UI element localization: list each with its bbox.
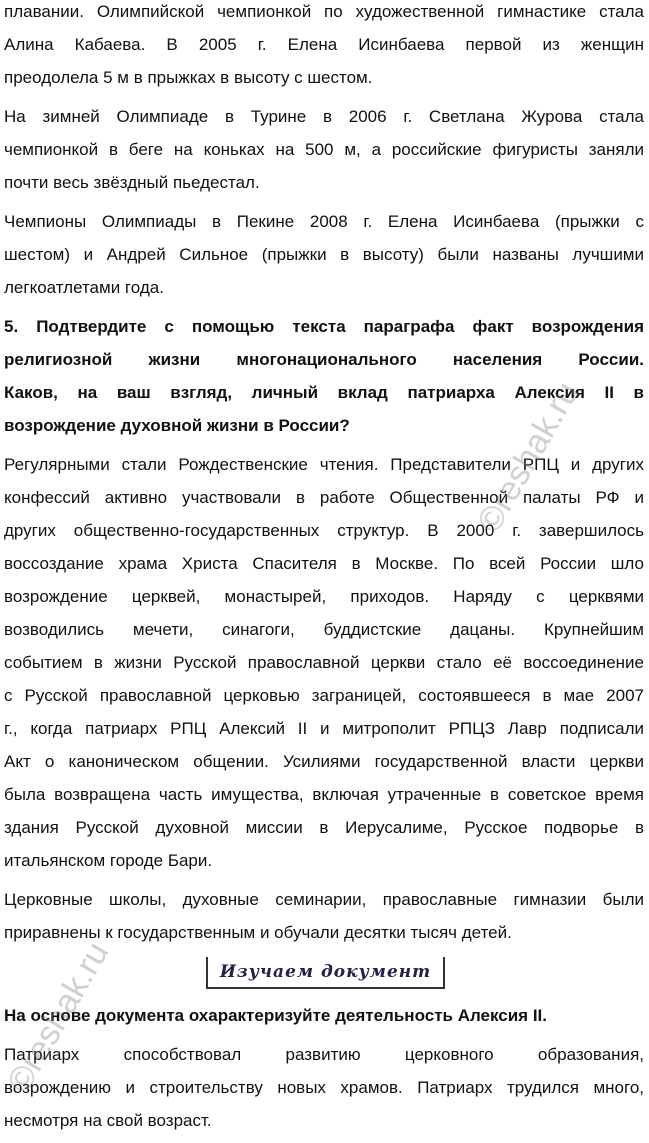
text-line: г., когда патриарх РПЦ Алексий II и митрополит РПЦЗ Лавр подписали	[4, 719, 644, 738]
paragraph	[4, 0, 644, 94]
text-line: с Русской православной церковью заграницей, состоявшееся в мае 2007	[4, 686, 644, 705]
text-line: Чемпионы Олимпиады в Пекине 2008 г. Елена Исинбаева (прыжки с	[4, 212, 644, 231]
watermark: ©reshak.ru	[0, 935, 117, 1099]
text-line: преодолела 5 м в прыжках в высоту с шестом.	[4, 68, 373, 87]
text-line: итальянском городе Бари.	[4, 851, 213, 870]
text-line: возрождение духовной жизни в России?	[4, 416, 350, 435]
text-line: Каков, на ваш взгляд, личный вклад патриарха Алексия II в	[4, 383, 644, 402]
text-line: шестом) и Андрей Сильное (прыжки в высоту) были названы лучшими	[4, 245, 644, 264]
text-line: 5. Подтвердите с помощью текста параграфа факт возрождения	[4, 317, 644, 336]
text-line: здания Русской духовной миссии в Иерусалиме, Русское подворье в	[4, 818, 644, 837]
text-line: На зимней Олимпиаде в Турине в 2006 г. Светлана Журова стала	[4, 107, 644, 126]
study-document-banner	[4, 955, 644, 999]
text-line: чемпионкой в беге на коньках на 500 м, а российские фигуристы заняли	[4, 140, 644, 159]
text-line: На основе документа охарактеризуйте деятельность Алексия II.	[4, 1006, 547, 1025]
paragraph	[4, 448, 644, 877]
text-line: приравнены к государственным и обучали десятки тысяч детей.	[4, 923, 512, 942]
document	[4, 0, 644, 1143]
paragraph	[4, 100, 644, 199]
text-line: Церковные школы, духовные семинарии, православные гимназии были	[4, 890, 644, 909]
text-line: легкоатлетами года.	[4, 278, 164, 297]
text-section-after	[4, 999, 644, 1137]
text-line: возрождение церквей, монастырей, приходов. Наряду с церквями	[4, 587, 644, 606]
text-line: событием в жизни Русской православной церкви стало её воссоединение	[4, 653, 644, 672]
text-line: Алина Кабаева. В 2005 г. Елена Исинбаева первой из женщин	[4, 35, 644, 54]
text-line: религиозной жизни многонационального населения России.	[4, 350, 644, 369]
text-line: конфессий активно участвовали в работе Общественной палаты РФ и	[4, 488, 644, 507]
text-line: несмотря на свой возраст.	[4, 1111, 212, 1130]
question-heading	[4, 999, 644, 1032]
watermark: ©reshak.ru	[470, 375, 587, 539]
text-line: плавании. Олимпийской чемпионкой по художественной гимнастике стала	[4, 2, 644, 21]
text-line: была возвращена часть имущества, включая утраченные в советское время	[4, 785, 644, 804]
text-line: возводились мечети, синагоги, буддистские дацаны. Крупнейшим	[4, 620, 644, 639]
text-line: Регулярными стали Рождественские чтения. Представители РПЦ и других	[4, 455, 644, 474]
text-line: Акт о каноническом общении. Усилиями государственной власти церкви	[4, 752, 644, 771]
text-line: других общественно-государственных структур. В 2000 г. завершилось	[4, 521, 644, 540]
paragraph	[4, 883, 644, 949]
question-heading	[4, 310, 644, 442]
text-line: почти весь звёздный пьедестал.	[4, 173, 260, 192]
text-line: воссоздание храма Христа Спасителя в Москве. По всей России шло	[4, 554, 644, 573]
text-line: Патриарх способствовал развитию церковного образования,	[4, 1045, 644, 1064]
text-section	[4, 0, 644, 949]
paragraph	[4, 1038, 644, 1137]
text-line: возрождению и строительству новых храмов. Патриарх трудился много,	[4, 1078, 644, 1097]
study-document-label: Изучаем документ	[206, 957, 445, 989]
paragraph	[4, 205, 644, 304]
